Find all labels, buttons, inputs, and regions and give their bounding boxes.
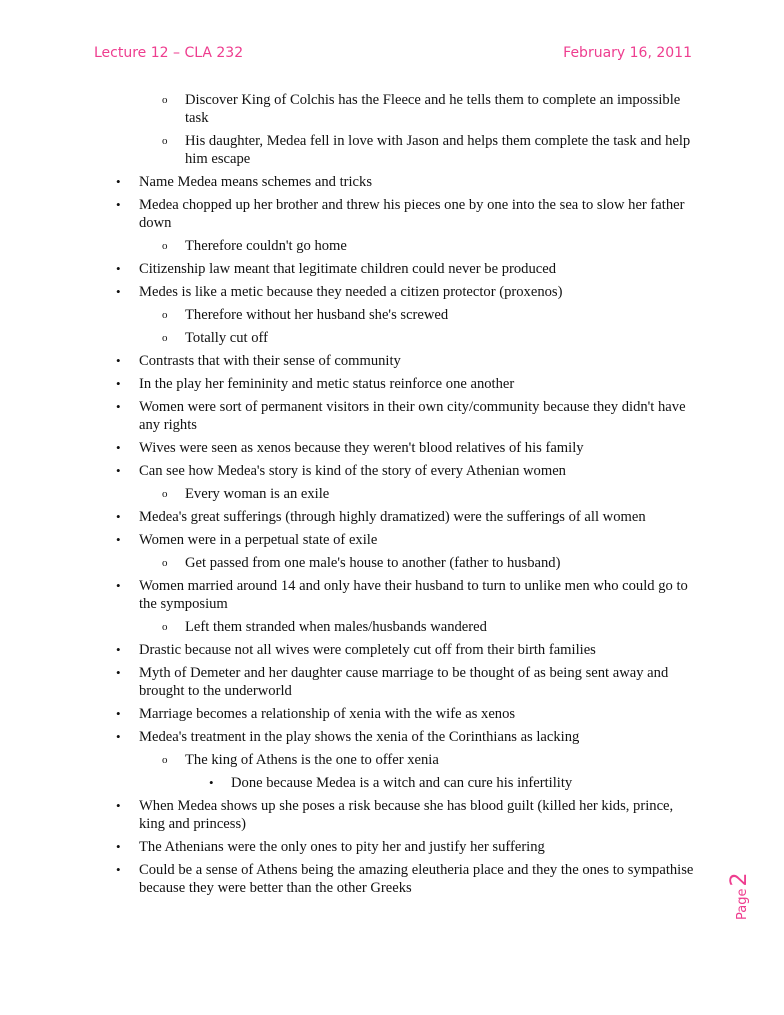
list-item-text: Medes is like a metic because they needed a citizen protector (proxenos) [139, 284, 563, 300]
list-item [0, 664, 784, 700]
bullet-icon: • [116, 261, 121, 276]
list-item [0, 705, 784, 723]
list-item [0, 774, 784, 792]
bullet-icon: • [116, 376, 121, 391]
bullet-icon: • [116, 729, 121, 744]
list-item-text: When Medea shows up she poses a risk because she has blood guilt (killed her kids, prince, king and princess) [139, 798, 674, 832]
list-item-text: Drastic because not all wives were completely cut off from their birth families [139, 642, 596, 658]
list-item-text: Women were sort of permanent visitors in their own city/community because they didn't have any rights [139, 399, 686, 433]
list-item-text: Left them stranded when males/husbands wandered [185, 619, 487, 635]
bullet-icon: • [116, 284, 121, 299]
circle-bullet-icon: o [162, 332, 168, 344]
bullet-icon: • [116, 399, 121, 414]
list-item [0, 508, 784, 526]
list-item [0, 132, 784, 168]
page-number: 2 [727, 872, 752, 887]
list-item-text: The Athenians were the only ones to pity her and justify her suffering [139, 839, 545, 855]
bullet-icon: • [209, 775, 214, 790]
list-item [0, 352, 784, 370]
bullet-icon: • [116, 798, 121, 813]
bullet-icon: • [116, 839, 121, 854]
list-item-text: Women married around 14 and only have their husband to turn to unlike men who could go to the symposium [139, 578, 688, 612]
page-number-label [727, 873, 752, 920]
bullet-icon: • [116, 642, 121, 657]
list-item [0, 641, 784, 659]
list-item [0, 554, 784, 572]
list-item-text: Medea's great sufferings (through highly dramatized) were the sufferings of all women [139, 509, 646, 525]
list-item [0, 728, 784, 746]
list-item [0, 618, 784, 636]
list-item-text: In the play her femininity and metic status reinforce one another [139, 376, 515, 392]
list-item [0, 173, 784, 191]
list-item-text: Name Medea means schemes and tricks [139, 174, 373, 190]
list-item-text: Can see how Medea's story is kind of the story of every Athenian women [139, 463, 566, 479]
list-item-text: Contrasts that with their sense of community [139, 353, 401, 369]
list-item [0, 260, 784, 278]
list-item-text: Done because Medea is a witch and can cure his infertility [231, 775, 573, 791]
bullet-icon: • [116, 463, 121, 478]
list-item [0, 439, 784, 457]
notes-list [0, 91, 784, 902]
list-item-text: Marriage becomes a relationship of xenia with the wife as xenos [139, 706, 516, 722]
list-item-text: Get passed from one male's house to another (father to husband) [185, 555, 561, 571]
bullet-icon: • [116, 862, 121, 877]
circle-bullet-icon: o [162, 94, 168, 106]
list-item-text: Every woman is an exile [185, 486, 330, 502]
bullet-icon: • [116, 174, 121, 189]
list-item [0, 531, 784, 549]
circle-bullet-icon: o [162, 557, 168, 569]
list-item [0, 462, 784, 480]
list-item [0, 375, 784, 393]
list-item-text: Women were in a perpetual state of exile [139, 532, 378, 548]
list-item-text: Could be a sense of Athens being the amazing eleutheria place and they the ones to sympathise because they were better than the other Greeks [139, 862, 694, 896]
bullet-icon: • [116, 353, 121, 368]
list-item [0, 196, 784, 232]
page-word: Page [735, 888, 750, 920]
bullet-icon: • [116, 509, 121, 524]
bullet-icon: • [116, 440, 121, 455]
list-item [0, 751, 784, 769]
list-item [0, 306, 784, 324]
list-item-text: Wives were seen as xenos because they weren't blood relatives of his family [139, 440, 584, 456]
circle-bullet-icon: o [162, 488, 168, 500]
bullet-icon: • [116, 706, 121, 721]
list-item [0, 237, 784, 255]
list-item [0, 838, 784, 856]
list-item-text: Totally cut off [185, 330, 269, 346]
list-item-text: Medea chopped up her brother and threw his pieces one by one into the sea to slow her father down [139, 197, 685, 231]
list-item-text: Myth of Demeter and her daughter cause marriage to be thought of as being sent away and brought to the underworld [139, 665, 669, 699]
list-item-text: Medea's treatment in the play shows the xenia of the Corinthians as lacking [139, 729, 580, 745]
list-item [0, 329, 784, 347]
bullet-icon: • [116, 665, 121, 680]
bullet-icon: • [116, 197, 121, 212]
circle-bullet-icon: o [162, 135, 168, 147]
circle-bullet-icon: o [162, 309, 168, 321]
circle-bullet-icon: o [162, 754, 168, 766]
bullet-icon: • [116, 532, 121, 547]
bullet-icon: • [116, 578, 121, 593]
list-item [0, 577, 784, 613]
circle-bullet-icon: o [162, 621, 168, 633]
list-item-text: Citizenship law meant that legitimate children could never be produced [139, 261, 556, 277]
header-course-title: Lecture 12 – CLA 232 [94, 45, 244, 61]
list-item-text: His daughter, Medea fell in love with Jason and helps them complete the task and help him escape [185, 133, 691, 167]
list-item [0, 797, 784, 833]
list-item [0, 398, 784, 434]
list-item [0, 485, 784, 503]
list-item [0, 91, 784, 127]
list-item-text: Discover King of Colchis has the Fleece and he tells them to complete an impossible task [185, 92, 681, 126]
list-item-text: Therefore without her husband she's screwed [185, 307, 449, 323]
list-item-text: The king of Athens is the one to offer xenia [185, 752, 439, 768]
list-item [0, 861, 784, 897]
list-item-text: Therefore couldn't go home [185, 238, 347, 254]
list-item [0, 283, 784, 301]
circle-bullet-icon: o [162, 240, 168, 252]
header-date: February 16, 2011 [563, 45, 692, 61]
